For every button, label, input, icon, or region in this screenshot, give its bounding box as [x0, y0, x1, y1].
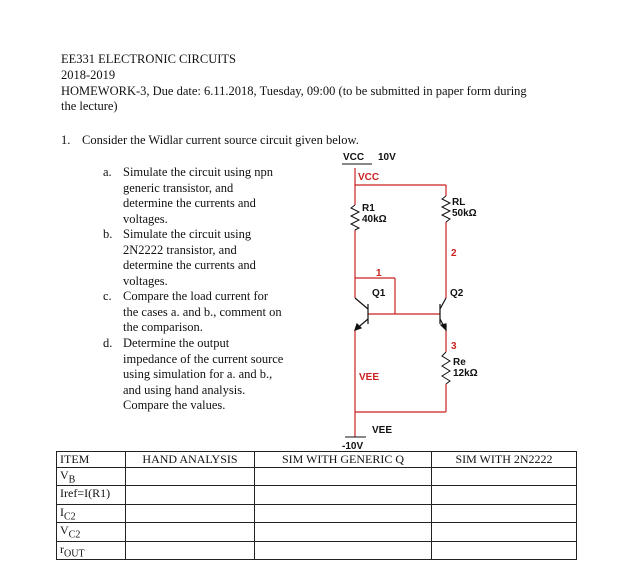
item-line: determine the currents and	[123, 196, 256, 211]
row-item-main: Iref=I(R1)	[60, 486, 111, 501]
item-label: d.	[103, 336, 113, 350]
vee-net-label: VEE	[359, 372, 380, 383]
row-item-cell	[57, 523, 126, 541]
table-cell	[126, 468, 255, 486]
table-cell	[126, 486, 255, 504]
table-cell	[432, 468, 577, 486]
table-header-row	[57, 452, 577, 468]
column-header: SIM WITH 2N2222	[432, 452, 577, 468]
item-line: impedance of the current source	[123, 351, 284, 366]
r1-resistor	[351, 205, 359, 230]
vcc-source-name: VCC	[343, 152, 365, 163]
vee-source-value: -10V	[342, 441, 364, 452]
vee-source-name: VEE	[372, 425, 393, 436]
item-line: Simulate the circuit using	[123, 227, 252, 241]
node-3-label: 3	[451, 341, 457, 352]
node-1-label: 1	[376, 268, 382, 279]
rl-resistor	[442, 196, 450, 222]
table-cell	[126, 523, 255, 541]
row-item-sub: B	[68, 474, 76, 486]
course-title: EE331 ELECTRONIC CIRCUITS	[61, 52, 236, 66]
row-item-sub: OUT	[64, 547, 85, 559]
rl-value: 50kΩ	[452, 208, 477, 219]
table-row	[57, 486, 577, 504]
table-cell	[255, 486, 432, 504]
table-cell	[255, 523, 432, 541]
table-cell	[126, 541, 255, 559]
homework-line-2: the lecture)	[61, 99, 118, 113]
row-item-cell	[57, 468, 126, 486]
table-cell	[255, 541, 432, 559]
table-row	[57, 504, 577, 522]
q1-transistor	[355, 298, 368, 330]
table-cell	[255, 504, 432, 522]
item-line: Compare the load current for	[123, 289, 269, 303]
column-header: SIM WITH GENERIC Q	[255, 452, 432, 468]
item-line: the comparison.	[123, 320, 203, 335]
item-line: determine the currents and	[123, 258, 256, 273]
academic-year: 2018-2019	[61, 68, 116, 82]
row-item-main: V	[60, 468, 69, 482]
table-cell	[432, 504, 577, 522]
item-line: Simulate the circuit using npn	[123, 165, 273, 179]
re-name: Re	[453, 357, 466, 368]
item-line: using simulation for a. and b.,	[123, 367, 273, 382]
item-line: the cases a. and b., comment on	[123, 304, 282, 319]
item-label: b.	[103, 227, 113, 241]
row-item-main: V	[60, 523, 69, 538]
item-line: and using hand analysis.	[123, 382, 246, 397]
row-item-cell	[57, 541, 126, 559]
table-cell	[432, 486, 577, 504]
table-row	[57, 523, 577, 541]
q2-transistor	[440, 298, 446, 330]
item-label: c.	[103, 289, 112, 303]
item-line: Determine the output	[123, 336, 230, 350]
table-row	[57, 468, 577, 486]
table-cell	[255, 468, 432, 486]
column-header: HAND ANALYSIS	[126, 452, 255, 468]
re-resistor	[442, 352, 450, 384]
table-cell	[432, 523, 577, 541]
table-cell	[126, 504, 255, 522]
item-line: generic transistor, and	[123, 180, 234, 195]
q1-label: Q1	[372, 288, 386, 299]
table-row	[57, 541, 577, 559]
row-item-cell	[57, 486, 126, 504]
vcc-net-label: VCC	[358, 172, 380, 183]
item-line: voltages.	[123, 273, 168, 288]
vcc-source-value: 10V	[378, 152, 396, 163]
row-item-cell	[57, 504, 126, 522]
r1-value: 40kΩ	[362, 214, 387, 225]
rl-name: RL	[452, 197, 466, 208]
row-item-sub: C2	[68, 529, 81, 541]
homework-line-1: HOMEWORK-3, Due date: 6.11.2018, Tuesday, 09:00 (to be submitted in paper form during	[61, 84, 527, 98]
row-item-sub: C2	[64, 511, 76, 523]
item-line: Compare the values.	[123, 398, 226, 413]
re-value: 12kΩ	[453, 368, 478, 379]
item-line: voltages.	[123, 211, 168, 226]
column-header: ITEM	[57, 452, 126, 468]
question-text: Consider the Widlar current source circuit given below.	[82, 133, 359, 147]
table-cell	[432, 541, 577, 559]
q2-label: Q2	[450, 288, 464, 299]
question-number: 1.	[61, 133, 71, 147]
row-item-main: I	[60, 504, 64, 519]
row-item-main: r	[60, 541, 64, 556]
node-2-label: 2	[451, 248, 457, 259]
r1-name: R1	[362, 203, 375, 214]
item-label: a.	[103, 165, 112, 179]
item-line: 2N2222 transistor, and	[123, 242, 237, 257]
results-table	[56, 451, 577, 560]
